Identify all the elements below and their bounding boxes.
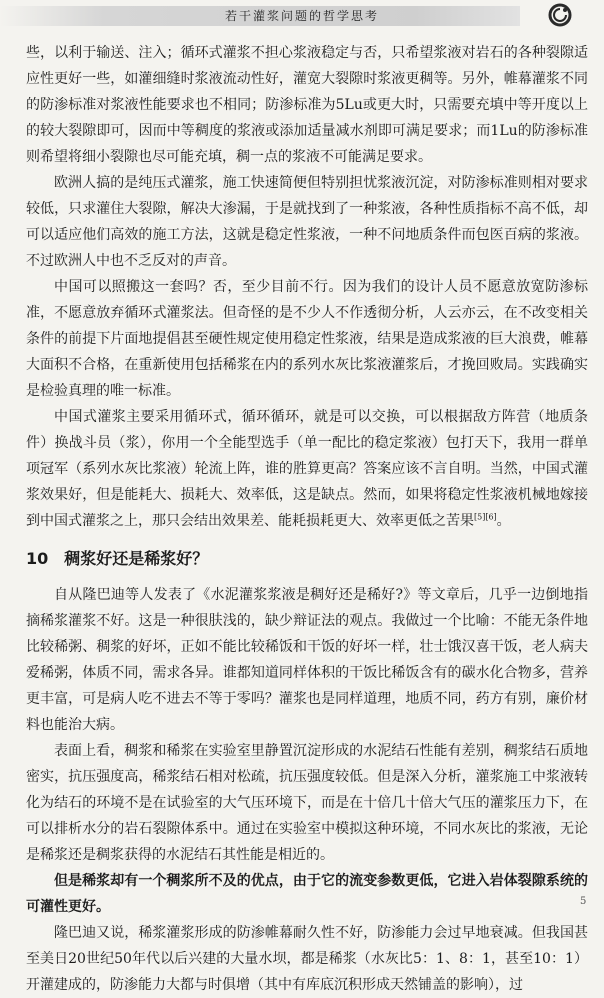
paragraph (26, 404, 588, 534)
publisher-logo-icon (548, 3, 572, 27)
header-title: 若干灌浆问题的哲学思考 (224, 9, 379, 23)
paragraph: 但是稀浆却有一个稠浆所不及的优点，由于它的流变参数更低，它进入岩体裂隙系统的可灌性更好。 (26, 873, 588, 915)
paragraph-text: 中国式灌浆主要采用循环式，循环循环，就是可以交换，可以根据敌方阵营（地质条件）换战斗员（浆），你用一个全能型选手（单一配比的稳定浆液）包打天下，我用一群单项冠军（系列水灰比浆液）轮流上阵，谁的胜算更高？答案应该不言自明。当然，中国式灌浆效果好，但是能耗大、损耗大、效率低，这是缺点。然而，如果将稳定性浆液机械地嫁接到中国式灌浆之上，那只会结出效果差、能耗损耗更大、效率更低之苦果 (26, 409, 588, 529)
running-header (0, 0, 604, 32)
paragraph-tail: 。 (496, 513, 511, 529)
section-heading (26, 546, 588, 572)
paragraph: 隆巴迪又说，稀浆灌浆形成的防渗帷幕耐久性不好，防渗能力会过早地衰减。但我国甚至美日20世纪50年代以后兴建的大量水坝，都是稀浆（水灰比5：1、8：1，甚至10：1）开灌建成的，防渗能力大都与时俱增（其中有库底沉积形成天然铺盖的影响），过 (26, 925, 588, 993)
section-number: 10 (26, 549, 49, 568)
paragraph: 表面上看，稠浆和稀浆在实验室里静置沉淀形成的水泥结石性能有差别，稠浆结石质地密实，抗压强度高，稀浆结石相对松疏，抗压强度较低。但是深入分析，灌浆施工中浆液转化为结石的环境不是在试验室的大气压环境下，而是在十倍几十倍大气压的灌浆压力下，在可以排析水分的岩石裂隙体系中。通过在实验室中模拟这种环境，不同水灰比的浆液，无论是稀浆还是稠浆获得的水泥结石其性能是相近的。 (26, 743, 588, 863)
page-body (26, 40, 588, 998)
page-number: 5 (580, 896, 587, 907)
section-title: 稠浆好还是稀浆好？ (64, 549, 209, 568)
paragraph: 些，以利于输送、注入；循环式灌浆不担心浆液稳定与否，只希望浆液对岩石的各种裂隙适应性更好一些，如灌细缝时浆液流动性好，灌宽大裂隙时浆液更稠等。另外，帷幕灌浆不同的防渗标准对浆液性能要求也不相同；防渗标准为5Lu或更大时，只需要充填中等开度以上的较大裂隙即可，因而中等稠度的浆液或添加适量减水剂即可满足要求；而1Lu的防渗标准则希望将细小裂隙也尽可能充填，稠一点的浆液不可能满足要求。 (26, 45, 588, 165)
paragraph: 欧洲人搞的是纯压式灌浆，施工快速简便但特别担忧浆液沉淀，对防渗标准则相对要求较低，只求灌住大裂隙，解决大渗漏，于是就找到了一种浆液，各种性质指标不高不低，却可以适应他们高效的施工方法，这就是稳定性浆液，一种不问地质条件而包医百病的浆液。不过欧洲人中也不乏反对的声音。 (26, 175, 588, 269)
paragraph: 中国可以照搬这一套吗？否，至少目前不行。因为我们的设计人员不愿意放宽防渗标准，不愿意放弃循环式灌浆法。但奇怪的是不少人不作透彻分析，人云亦云，在不改变相关条件的前提下片面地提倡甚至硬性规定使用稳定性浆液，结果是造成浆液的巨大浪费，帷幕大面积不合格，在重新使用包括稀浆在内的系列水灰比浆液灌浆后，才挽回败局。实践确实是检验真理的唯一标准。 (26, 279, 588, 399)
paragraph: 自从隆巴迪等人发表了《水泥灌浆浆液是稠好还是稀好?》等文章后，几乎一边倒地指摘稀浆灌浆不好。这是一种很肤浅的，缺少辩证法的观点。我做过一个比喻：不能无条件地比较稀粥、稠浆的好坏，正如不能比较稀饭和干饭的好坏一样，壮士饿汉喜干饭，老人病夫爱稀粥，体质不同，需求各异。谁都知道同样体积的干饭比稀饭含有的碳水化合物多，营养更丰富，可是病人吃不进去不等于零吗？灌浆也是同样道理，地质不同，药方有别，廉价材料也能治大病。 (26, 587, 588, 733)
citation-reference: [5][6] (474, 512, 497, 522)
